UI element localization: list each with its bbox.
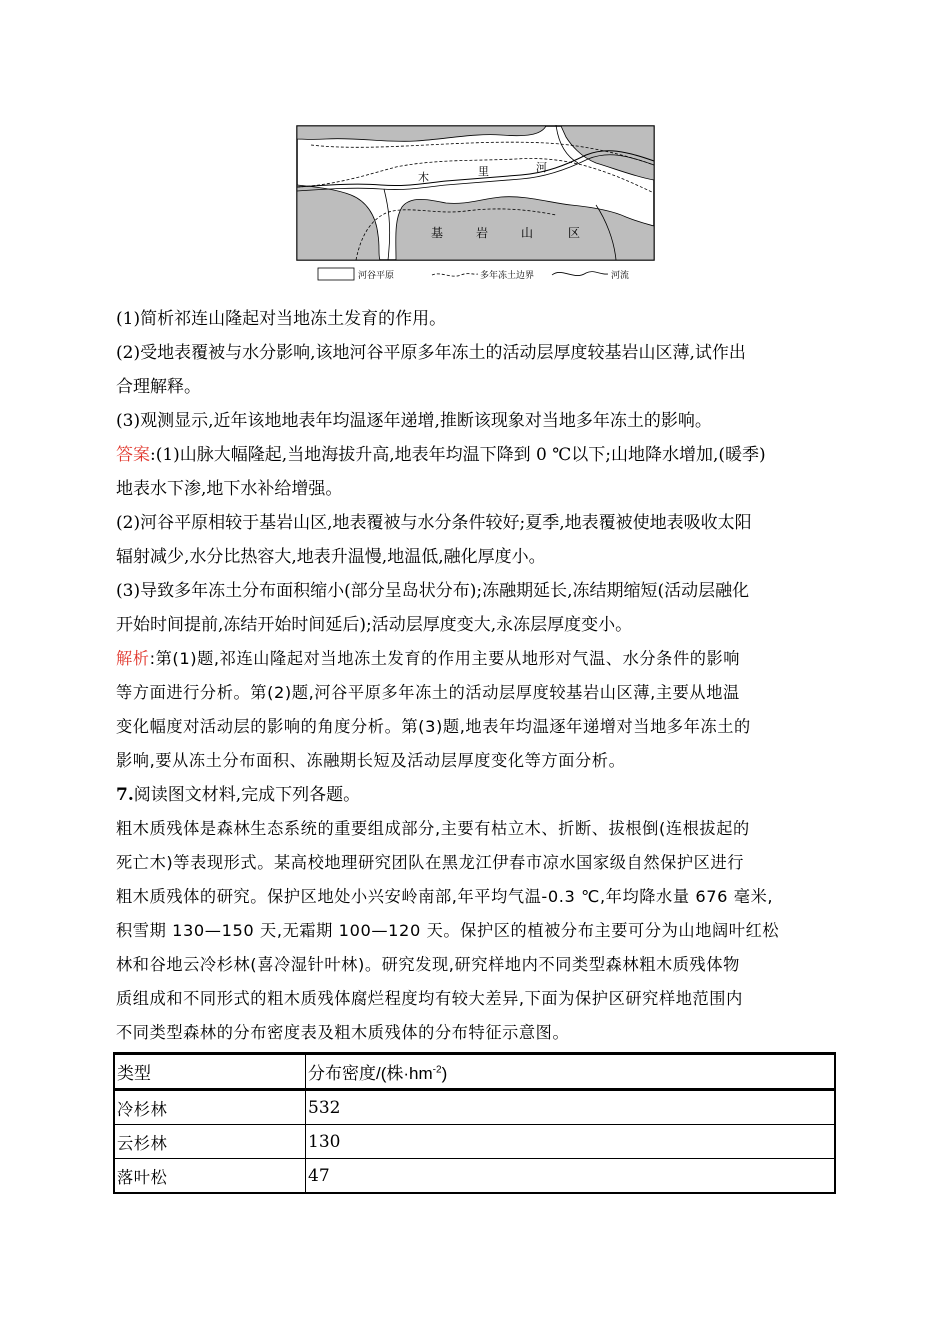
analysis-line-2: 等方面进行分析。第(2)题,河谷平原多年冻土的活动层厚度较基岩山区薄,主要从地温 <box>116 683 740 702</box>
forest-density-table <box>113 1052 836 1194</box>
row-type: 云杉林 <box>114 1125 306 1159</box>
analysis-line-3: 变化幅度对活动层的影响的角度分析。第(3)题,地表年均温逐年递增对当地多年冻土的 <box>116 717 751 736</box>
region-label-2: 岩 <box>476 226 489 240</box>
river-label-2: 里 <box>478 165 489 178</box>
density-header-close: ) <box>441 1064 448 1083</box>
answer-2-line-1: (2)河谷平原相较于基岩山区,地表覆被与水分条件较好;夏季,地表覆被使地表吸收太阳 <box>116 513 752 533</box>
row-type: 冷杉林 <box>114 1090 306 1125</box>
answer-1-line-1 <box>116 438 836 472</box>
question-2-line-2: 合理解释。 <box>116 377 201 397</box>
table-row <box>114 1159 835 1194</box>
legend-river-swatch <box>552 272 608 276</box>
row-density: 130 <box>306 1125 836 1159</box>
question-3: (3)观测显示,近年该地地表年均温逐年递增,推断该现象对当地多年冻土的影响。 <box>116 411 712 431</box>
question-7-heading <box>116 778 836 812</box>
question-block <box>116 302 836 1050</box>
region-label-1: 基 <box>431 226 444 240</box>
material-line-1: 粗木质残体是森林生态系统的重要组成部分,主要有枯立木、折断、拔根倒(连根拔起的 <box>116 819 750 838</box>
density-header-text: 分布密度/(株·hm <box>308 1064 433 1083</box>
frozen-soil-map <box>296 125 656 285</box>
material-line-3: 粗木质残体的研究。保护区地处小兴安岭南部,年平均气温-0.3 ℃,年均降水量 676 毫米, <box>116 887 774 906</box>
analysis-text: :第(1)题,祁连山隆起对当地冻土发育的作用主要从地形对气温、水分条件的影响 <box>149 649 741 668</box>
river-label-3: 河 <box>536 161 547 174</box>
question-2-line-1: (2)受地表覆被与水分影响,该地河谷平原多年冻土的活动层厚度较基岩山区薄,试作出 <box>116 343 746 363</box>
region-label-4: 区 <box>568 226 581 240</box>
question-1: (1)简析祁连山隆起对当地冻土发育的作用。 <box>116 309 447 329</box>
analysis-label: 解析 <box>116 649 150 668</box>
table-row <box>114 1090 835 1125</box>
map-figure <box>296 125 656 285</box>
answer-3-line-2: 开始时间提前,冻结开始时间延后);活动层厚度变大,永冻层厚度变小。 <box>116 615 633 635</box>
table-header-density <box>306 1054 836 1090</box>
table-row <box>114 1125 835 1159</box>
answer-2-line-2: 辐射减少,水分比热容大,地表升温慢,地温低,融化厚度小。 <box>116 547 546 567</box>
legend-plain-swatch <box>318 268 354 280</box>
legend-river-label: 河流 <box>611 271 630 281</box>
density-header-sup: -2 <box>432 1064 442 1076</box>
legend-boundary-swatch <box>432 274 478 277</box>
question-7-number: 7. <box>116 785 134 805</box>
material-line-5: 林和谷地云冷杉林(喜冷湿针叶林)。研究发现,研究样地内不同类型森林粗木质残体物 <box>116 955 740 974</box>
answer-1-line-2: 地表水下渗,地下水补给增强。 <box>116 479 343 499</box>
region-label-3: 山 <box>521 226 534 240</box>
answer-1-text: :(1)山脉大幅隆起,当地海拔升高,地表年均温下降到 0 ℃以下;山地降水增加,(暖季) <box>150 445 766 465</box>
analysis-line-4: 影响,要从冻土分布面积、冻融期长短及活动层厚度变化等方面分析。 <box>116 751 626 770</box>
analysis-line-1 <box>116 642 836 676</box>
row-type: 落叶松 <box>114 1159 306 1194</box>
answer-label: 答案 <box>116 445 150 465</box>
question-7-intro: 阅读图文材料,完成下列各题。 <box>133 785 361 805</box>
material-line-2: 死亡木)等表现形式。某高校地理研究团队在黑龙江伊春市凉水国家级自然保护区进行 <box>116 853 745 872</box>
material-line-7: 不同类型森林的分布密度表及粗木质残体的分布特征示意图。 <box>116 1023 570 1042</box>
row-density: 532 <box>306 1090 836 1125</box>
legend-boundary-label: 多年冻土边界 <box>480 271 535 281</box>
answer-3-line-1: (3)导致多年冻土分布面积缩小(部分呈岛状分布);冻融期延长,冻结期缩短(活动层融化 <box>116 581 750 601</box>
material-line-6: 质组成和不同形式的粗木质残体腐烂程度均有较大差异,下面为保护区研究样地范围内 <box>116 989 743 1008</box>
legend-plain-label: 河谷平原 <box>358 271 395 281</box>
row-density: 47 <box>306 1159 836 1194</box>
table-header-row <box>114 1054 835 1090</box>
river-label-1: 木 <box>418 171 429 184</box>
material-line-4: 积雪期 130—150 天,无霜期 100—120 天。保护区的植被分布主要可分为山地阔叶红松 <box>116 921 780 940</box>
table-header-type: 类型 <box>114 1054 306 1090</box>
